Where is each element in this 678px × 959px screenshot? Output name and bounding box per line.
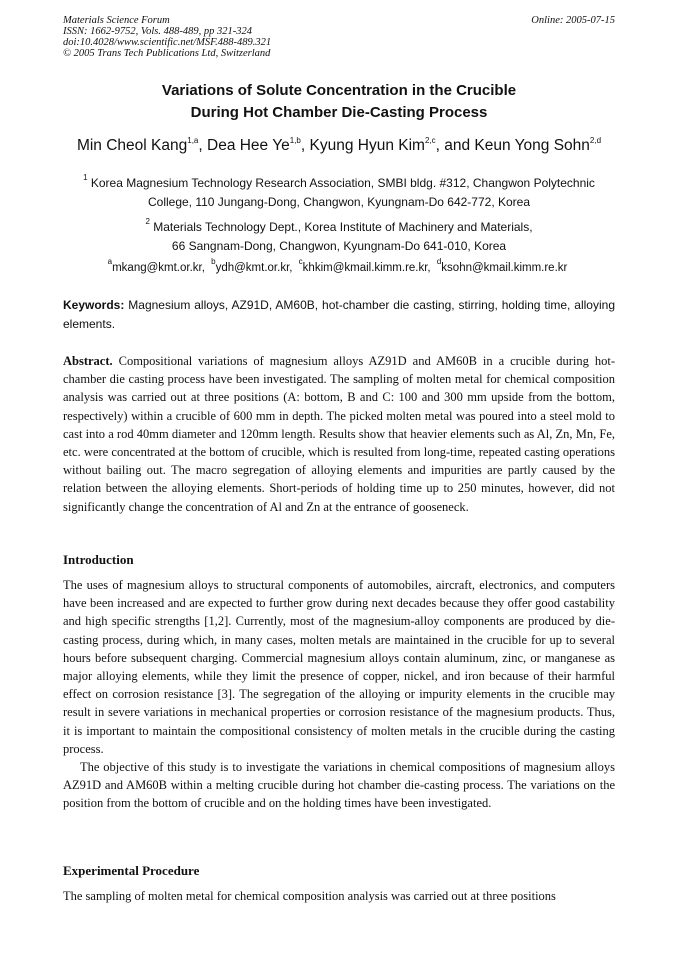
email-address[interactable]: ksohn@kmail.kimm.re.kr (441, 262, 568, 274)
section-heading-introduction: Introduction (63, 552, 134, 567)
affiliation-mark: 2 (145, 217, 150, 226)
paragraph: The objective of this study is to investigate the variations in chemical compositions of magnesium alloys AZ91D and AM60B within a melting crucible during hot chamber die-casting process. The variations on the position from the bottom of crucible and on the holding times have been investigated. (63, 760, 615, 811)
keywords-block (63, 296, 615, 334)
email-address[interactable]: khkim@kmail.kimm.re.kr, (302, 262, 431, 274)
abstract-text: Compositional variations of magnesium alloys AZ91D and AM60B in a crucible during hot-chamber die casting process have been investigated. The sampling of molten metal for chemical composition analysis was carried out at three positions (A: bottom, B and C: 100 and 300 mm upside from the bottom, respectively) within a crucible of 600 mm in depth. The picked molten metal was poured into a steel mold to cast into a rod 40mm diameter and 120mm length. Results show that heavier elements such as Al, Zn, Mn, Fe, etc. were concentrated at the bottom of crucible, which is resulted from long-time, repeated casting operations without bailing out. The macro segregation of alloying elements and impurities are partly caused by the relation between the alloying elements. Short-periods of holding time up to 250 minutes, however, did not significantly change the concentration of Al and Zn at the entrance of gooseneck. (63, 354, 616, 514)
email-mark: b (211, 257, 216, 266)
journal-name: Materials Science Forum (63, 15, 170, 26)
doi-line: doi:10.4028/www.scientific.net/MSF.488-489.321 (63, 37, 272, 48)
title-line-1: Variations of Solute Concentration in the Crucible (161, 82, 517, 99)
paragraph: The uses of magnesium alloys to structural components of automobiles, aircraft, electronics, and computers have been increased and are expected to further grow during next decades because they offer good castability and high specific strengths [1,2]. Currently, most of the magnesium-alloy components are produced by die-casting process, during which, in many cases, molten metals are maintained in the crucible for up to several hours before subsequent charging. Commercial magnesium alloys contain aluminum, zinc, or manganese as major alloying elements, while they limit the presence of copper, nickel, and iron because of their harmful effect on corrosion resistance [3]. The segregation of the alloying or impurity elements in the crucible may result in severe variations in mechanical properties or corrosion resistance of the magnesium products. Thus, it is important to maintain the compositional consistency of molten metals in the crucible during the casting process. (63, 578, 615, 756)
email-list (50, 257, 628, 276)
author-affiliation-mark: 1,a (187, 136, 199, 145)
abstract-block (63, 352, 615, 516)
author-name: Keun Yong Sohn (474, 137, 590, 154)
affiliation-line: Materials Technology Dept., Korea Institute of Machinery and Materials, (153, 220, 533, 234)
affiliation-line: 66 Sangnam-Dong, Changwon, Kyungnam-Do 641-010, Korea (171, 239, 507, 253)
author-name: Dea Hee Ye (207, 137, 290, 154)
keywords-text: Magnesium alloys, AZ91D, AM60B, hot-chamber die casting, stirring, holding time, alloying elements. (63, 298, 615, 331)
online-date: Online: 2005-07-15 (531, 15, 615, 26)
email-address[interactable]: mkang@kmt.or.kr, (112, 262, 205, 274)
paragraph: The sampling of molten metal for chemical composition analysis was carried out at three positions (63, 889, 556, 903)
keywords-label: Keywords: (63, 298, 125, 312)
issn-line: ISSN: 1662-9752, Vols. 488-489, pp 321-324 (63, 26, 252, 37)
author-name: Kyung Hyun Kim (309, 137, 425, 154)
affiliation-1 (50, 174, 628, 212)
author-separator: , (300, 137, 310, 154)
journal-header (63, 15, 615, 59)
author-list (50, 136, 628, 156)
affiliation-2 (50, 218, 628, 256)
author-separator: , and (435, 137, 475, 154)
introduction-body (63, 576, 615, 813)
paper-title (63, 80, 615, 124)
author-separator: , (198, 137, 207, 154)
email-address[interactable]: ydh@kmt.or.kr, (215, 262, 293, 274)
affiliation-line: College, 110 Jungang-Dong, Changwon, Kyungnam-Do 642-772, Korea (147, 195, 531, 209)
author-affiliation-mark: 2,d (589, 136, 602, 145)
author-affiliation-mark: 1,b (289, 136, 301, 145)
experimental-body (63, 887, 615, 905)
abstract-label: Abstract. (63, 354, 113, 368)
email-mark: a (107, 257, 113, 266)
affiliation-mark: 1 (83, 173, 88, 182)
section-heading-experimental: Experimental Procedure (63, 863, 200, 878)
email-mark: d (436, 257, 442, 266)
copyright-line: © 2005 Trans Tech Publications Ltd, Switzerland (63, 48, 271, 59)
author-name: Min Cheol Kang (76, 137, 188, 154)
title-line-2: During Hot Chamber Die-Casting Process (190, 104, 488, 121)
email-mark: c (298, 257, 303, 266)
affiliation-line: Korea Magnesium Technology Research Association, SMBI bldg. #312, Changwon Polytechnic (90, 176, 595, 190)
author-affiliation-mark: 2,c (424, 136, 436, 145)
